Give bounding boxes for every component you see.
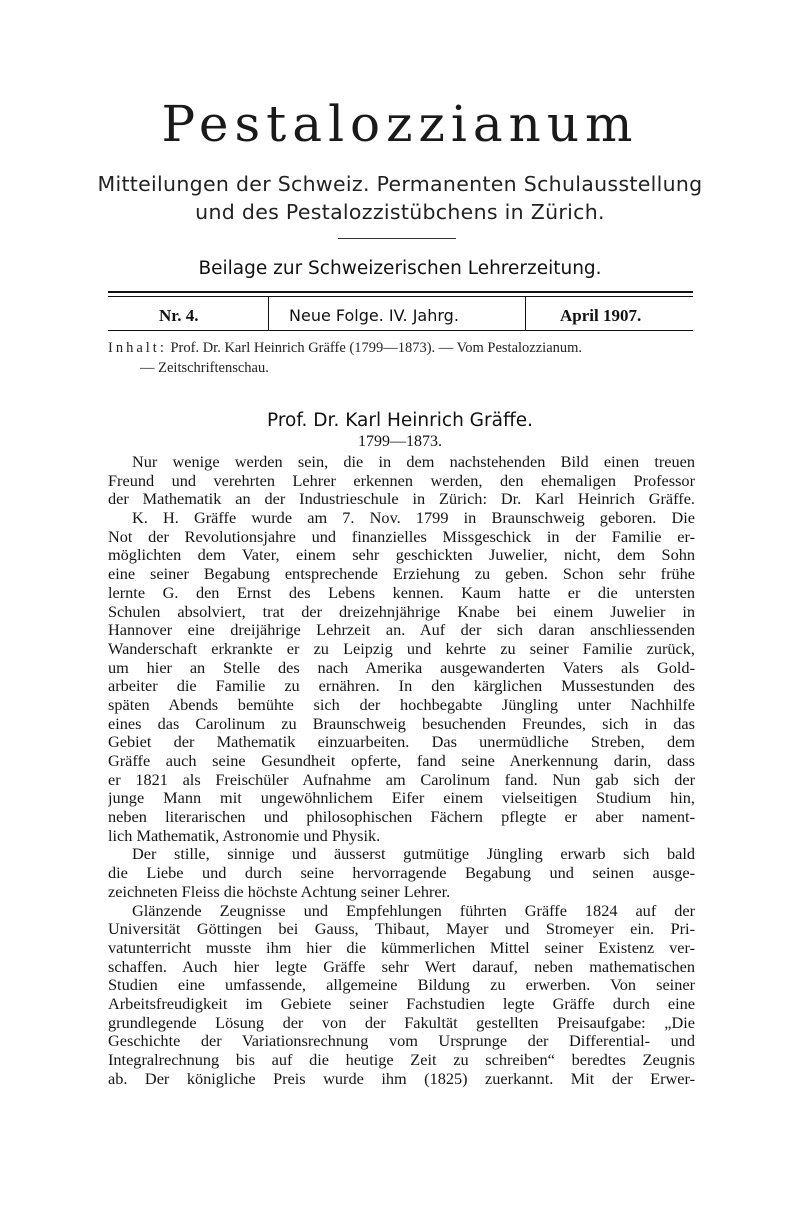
body-line: lernte G. den Ernst des Lebens kennen. Kaum hatte er die untersten [108, 583, 695, 602]
issue-bar [108, 296, 693, 330]
issue-date: April 1907. [560, 306, 642, 325]
divider [525, 296, 526, 330]
body-line: Wanderschaft erkrankte er zu Leipzig und kehrte zu seiner Familie zurück, [108, 639, 695, 658]
divider [268, 296, 269, 330]
body-line: Gräffe auch seine Gesundheit opferte, fand seine Anerkennung darin, dass [108, 752, 695, 770]
contents-label: Inhalt: [108, 340, 167, 356]
divider [108, 291, 693, 293]
article-body [108, 453, 695, 1088]
divider [338, 238, 456, 239]
body-line: Glänzende Zeugnisse und Empfehlungen führten Gräffe 1824 auf der [132, 901, 695, 920]
body-line: eines das Carolinum zu Braunschweig besuchenden Freundes, sich in das [108, 714, 695, 733]
body-line: grundlegende Lösung der von der Fakultät gestellten Preisaufgabe: „Die [108, 1013, 695, 1032]
body-line: zeichneten Fleiss die höchste Achtung seiner Lehrer. [108, 882, 451, 901]
body-line: Nur wenige werden sein, die in dem nachstehenden Bild einen treuen [132, 453, 695, 471]
issue-series: Neue Folge. IV. Jahrg. [289, 306, 459, 325]
body-line: um hier an Stelle des nach Amerika ausgewanderten Vaters als Gold- [108, 658, 695, 677]
contents-line-1: Prof. Dr. Karl Heinrich Gräffe (1799—1873). — Vom Pestalozzianum. [170, 340, 583, 356]
article-title: Prof. Dr. Karl Heinrich Gräffe. [267, 410, 533, 431]
article-years: 1799—1873. [358, 433, 442, 450]
body-line: junge Mann mit ungewöhnlichem Eifer einem vielseitigen Studium hin, [108, 789, 695, 808]
body-line: er 1821 als Freischüler Aufnahme am Carolinum fand. Nun gab sich der [108, 770, 695, 789]
body-line: eine seiner Begabung entsprechende Erziehung zu geben. Schon sehr frühe [108, 565, 695, 584]
body-line: Not der Revolutionsjahre und finanzielles Missgeschick in der Familie er- [108, 527, 695, 546]
body-line: die Liebe und durch seine hervorragende Begabung und seinen ausge- [108, 864, 695, 883]
body-line: möglichten dem Vater, einem sehr geschickten Juwelier, nicht, dem Sohn [108, 546, 695, 565]
body-line: Integralrechnung bis auf die heutige Zeit zu schreiben“ beredtes Zeugnis [108, 1051, 695, 1069]
body-line: Universität Göttingen bei Gauss, Thibaut, Mayer und Stromeyer ein. Pri- [108, 920, 695, 939]
body-line: lich Mathematik, Astronomie und Physik. [108, 826, 381, 845]
divider [108, 330, 693, 331]
body-line: Arbeitsfreudigkeit im Gebiete seiner Fachstudien legte Gräffe durch eine [108, 994, 695, 1013]
issue-number: Nr. 4. [159, 306, 199, 325]
body-line: Freund und verehrten Lehrer erkennen werden, den ehemaligen Professor [108, 471, 695, 490]
body-line: Der stille, sinnige und äusserst gutmütige Jüngling erwarb sich bald [132, 845, 695, 864]
body-line: Gebiet der Mathematik einzuarbeiten. Das unermüdliche Streben, dem [108, 733, 695, 752]
contents-line-2: — Zeitschriftenschau. [140, 360, 269, 376]
body-line: Studien eine umfassende, allgemeine Bildung zu erwerben. Von seiner [108, 976, 695, 995]
body-line: Hannover eine dreijährige Lehrzeit an. Auf der sich daran anschliessenden [108, 621, 695, 640]
body-line: Schulen absolviert, trat der dreizehnjährige Knabe bei einem Juwelier in [108, 602, 695, 621]
table-of-contents [108, 338, 693, 378]
supplement-line: Beilage zur Schweizerischen Lehrerzeitung. [198, 258, 602, 279]
body-line: ab. Der königliche Preis wurde ihm (1825) zuerkannt. Mit der Erwer- [108, 1069, 695, 1088]
body-line: späten Abends bemühte sich der hochbegabte Jüngling unter Nachhilfe [108, 695, 695, 714]
body-line: K. H. Gräffe wurde am 7. Nov. 1799 in Braunschweig geboren. Die [132, 509, 695, 528]
subtitle-line-1: Mitteilungen der Schweiz. Permanenten Schulausstellung [97, 172, 703, 196]
body-line: arbeiter die Familie zu ernähren. In den kärglichen Mussestunden des [108, 677, 695, 696]
masthead-title: Pestalozzianum [161, 95, 639, 153]
body-line: Geschichte der Variationsrechnung vom Ursprunge der Differential- und [108, 1032, 695, 1051]
body-line: der Mathematik an der Industrieschule in Zürich: Dr. Karl Heinrich Gräffe. [108, 490, 695, 509]
subtitle-line-2: und des Pestalozzistübchens in Zürich. [195, 200, 605, 224]
body-line: vatunterricht musste ihm hier die kümmerlichen Mittel seiner Existenz ver- [108, 938, 695, 957]
body-line: neben literarischen und philosophischen Fächern pflegte er aber nament- [108, 808, 695, 827]
body-line: schaffen. Auch hier legte Gräffe sehr Wert darauf, neben mathematischen [108, 957, 695, 976]
